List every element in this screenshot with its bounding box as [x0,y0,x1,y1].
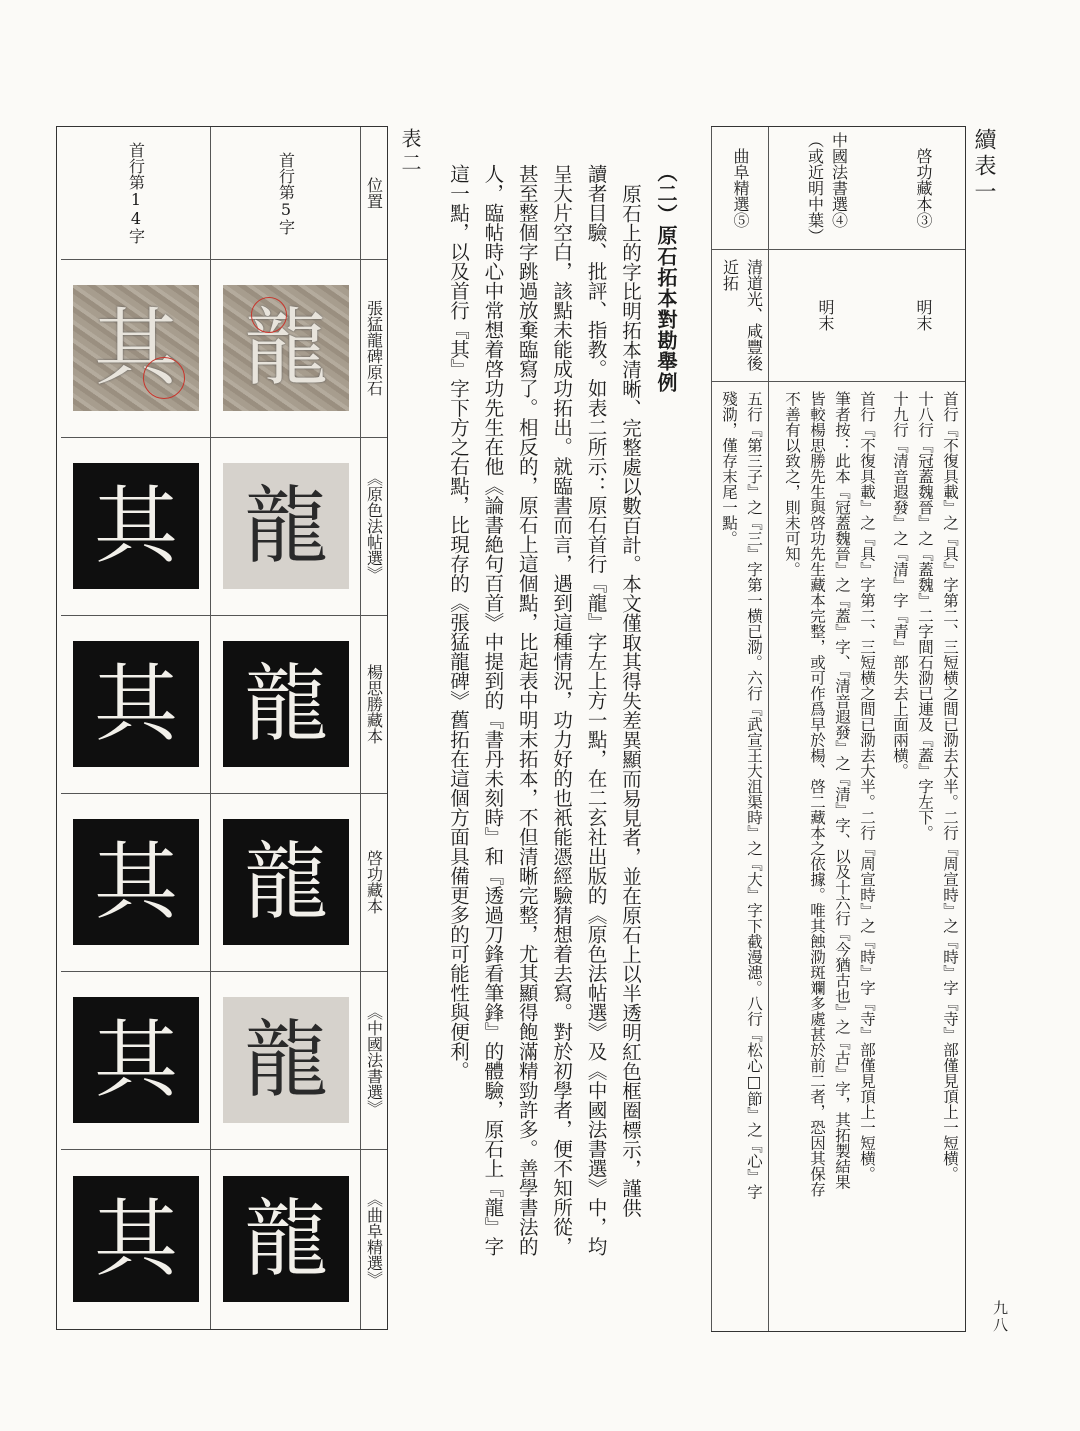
table1-note-line: 首行『不復具載』之『具』字第二、三短横之間已泐去大半。二行『周宣時』之『時』字『寺』部僅見頂上一短横。 [941,391,959,1182]
table2-row-label: 《中國法書選》 [364,1004,384,1116]
table-1-continued [711,126,966,1332]
section-heading: （二）原石拓本對勘舉例 [654,162,678,393]
table1-name: 中國法書選④ [829,132,849,228]
glyph-long: 龍 [243,833,328,931]
glyph-qi: 其 [93,655,178,753]
table2-row-label: 《原色法帖選》 [364,470,384,582]
table1-row-qigong [882,127,965,1331]
body-line: 呈大片空白，該點未能成功拓出。就臨書而言，遇到這種情況，功力好的也衹能憑經驗猜想着去寫。對於初學者，便不知所從， [550,164,574,1256]
body-line: 讀者目驗、批評、指教。如表二所示：原石首行『龍』字左上方一點，在二玄社出版的《原色法帖選》及《中國法書選》中，均 [584,164,608,1256]
table1-name: 曲阜精選⑤ [731,148,750,228]
red-circle-marker [143,357,185,399]
table2-row-label: 楊思勝藏本 [364,664,384,744]
table-2-label: 表二 [398,128,422,176]
table2-row-label: 張猛龍碑原石 [364,300,384,396]
table1-note-line: 皆較楊思勝先生與啓功先生藏本完整，或可作爲早於楊、啓二藏本之依據。唯其蝕泐斑斕多處甚於前二者，恐因其保存 [808,391,826,1197]
table2-column-qi [61,127,211,1329]
table1-era: 清道光、咸豐後 [744,259,764,371]
table1-row-zhongguo [768,127,882,1331]
glyph-long: 龍 [243,1011,328,1109]
body-line: 原石上的字比明拓本清晰、完整處以數百計。本文僅取其得失差異顯而易見者，並在原石上以半透明紅色框圈標示，謹供 [618,184,642,1218]
table1-note-line: 殘泐，僅存末尾一點。 [720,391,738,546]
table1-note-line: 十八行『冠蓋魏晉』之『蓋魏』二字間石泐已連及『蓋』字左下。 [916,391,934,841]
glyph-long: 龍 [243,1190,328,1288]
table2-header-column [360,127,387,1329]
rubbing-image [73,641,199,767]
table1-era: 明末 [816,299,835,331]
table1-note-line: 筆者按：此本『冠蓋魏晉』之『蓋』字、『清音遐發』之『清』字、以及十六行『今猶古也』之『古』字，其拓製結果 [833,391,851,1190]
rubbing-image [223,463,349,589]
rubbing-image [73,997,199,1123]
rubbing-image [73,463,199,589]
glyph-qi: 其 [93,477,178,575]
glyph-qi: 其 [93,833,178,931]
table1-row-qufu [711,127,769,1331]
body-line: 甚至整個字跳過放棄臨寫了。相反的，原石上這個點，比起表中明末拓本，不但清晰完整，尤其顯得飽滿精勁許多。善學書法的 [515,164,539,1256]
table2-row-label: 啓功藏本 [364,850,384,914]
rubbing-image [223,1176,349,1302]
body-line: 人，臨帖時心中常想着啓功先生在他《論書絶句百首》中提到的『書丹未刻時』和『透過刀鋒看筆鋒』的體驗，原石上『龍』字 [481,164,505,1256]
rubbing-image [223,819,349,945]
body-text [444,164,644,1324]
table1-note-line: 十九行『清音遐發』之『清』字『青』部失去上面兩横。 [891,391,909,779]
rubbing-image [223,641,349,767]
glyph-qi: 其 [93,299,178,397]
red-circle-marker [251,297,287,333]
table2-header-label: 位置 [364,177,384,209]
stone-photo-image [73,285,199,411]
table1-era: 明末 [914,299,933,331]
glyph-qi: 其 [93,1011,178,1109]
page-number: 九八 [991,1300,1009,1334]
table1-era-sub: 近拓 [720,259,740,291]
glyph-long: 龍 [243,655,328,753]
glyph-qi: 其 [93,1190,178,1288]
rubbing-image [73,1176,199,1302]
table1-note-line: 首行『不復具載』之『具』字第二、三短横之間已泐去大半。二行『周宣時』之『時』字『寺』部僅見頂上一短横。 [858,391,876,1182]
table-2 [56,126,388,1330]
table2-position: 首行第14字 [126,142,146,244]
glyph-long: 龍 [243,299,328,397]
table2-column-long [210,127,361,1329]
rubbing-image [73,819,199,945]
rubbing-image [223,997,349,1123]
table1-name-sub: （或近明中葉） [805,132,825,244]
glyph-long: 龍 [243,477,328,575]
table2-position: 首行第5字 [276,151,296,235]
table1-note-line: 不善有以致之，則未可知。 [783,391,801,577]
table1-name: 啓功藏本③ [914,148,933,228]
table2-row-label: 《曲阜精選》 [364,1191,384,1287]
body-line: 這一點，以及首行『其』字下方之右點，比現存的《張猛龍碑》舊拓在這個方面具備更多的可能性與便利。 [447,164,470,1081]
stone-photo-image [223,285,349,411]
running-head: 續表一 [971,128,996,206]
table1-note-line: 五行『第三子』之『三』字第一横已泐。六行『武宣王大沮渠時』之『大』字下截漫漶。八行『松心□節』之『心』字 [745,391,763,1200]
